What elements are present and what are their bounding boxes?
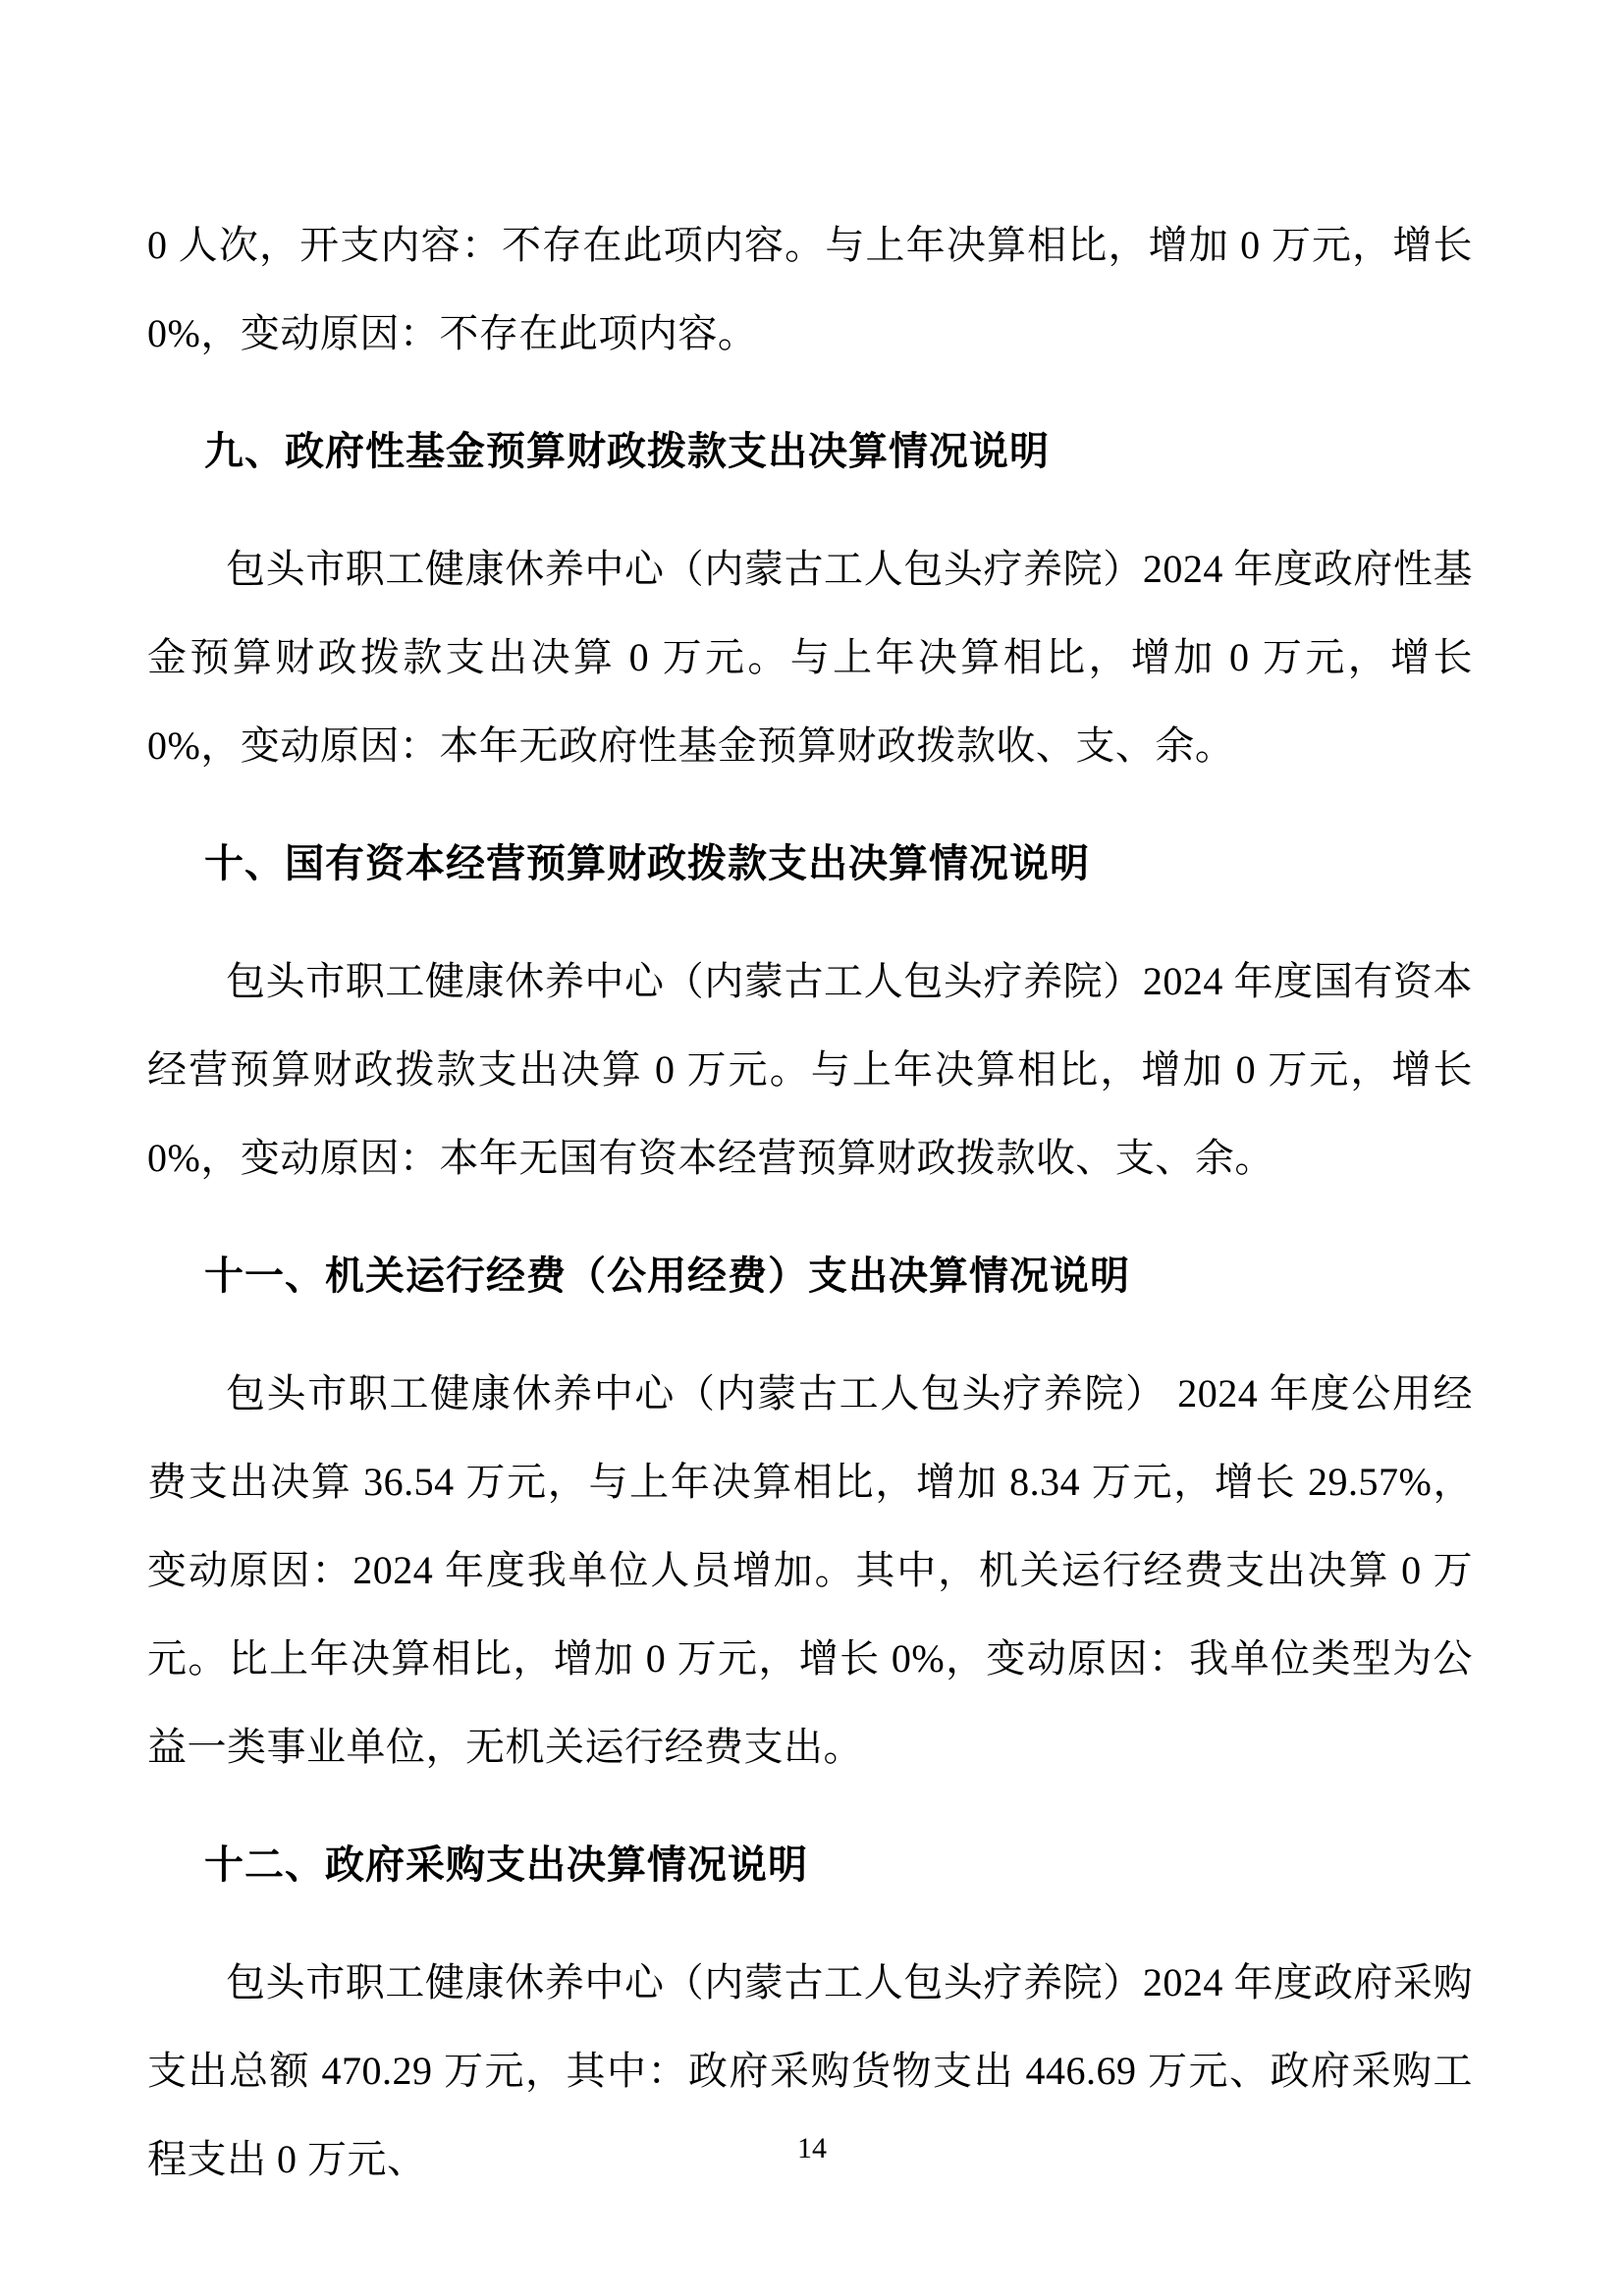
paragraph-section-10-state-capital-budget: 包头市职工健康休养中心（内蒙古工人包头疗养院）2024 年度国有资本经营预算财政拨款支出决算 0 万元。与上年决算相比，增加 0 万元，增长 0%，变动原因：本年无国有资本经营预算财政拨款收、支、余。 bbox=[147, 959, 1473, 1180]
heading-section-9-government-fund-budget: 九、政府性基金预算财政拨款支出决算情况说明 bbox=[204, 430, 1050, 473]
document-body bbox=[147, 201, 1473, 2204]
paragraph-section-11-operating-expenses: 包头市职工健康休养中心（内蒙古工人包头疗养院） 2024 年度公用经费支出决算 36.54 万元，与上年决算相比，增加 8.34 万元，增长 29.57%，变动原因：2024 年度我单位人员增加。其中，机关运行经费支出决算 0 万元。比上年决算相比，增加 0 万元，增长 0%，变动原因：我单位类型为公益一类事业单位，无机关运行经费支出。 bbox=[147, 1371, 1473, 1769]
heading-section-10-state-capital-budget: 十、国有资本经营预算财政拨款支出决算情况说明 bbox=[204, 842, 1090, 885]
paragraph-continuation-benefits: 0 人次，开支内容：不存在此项内容。与上年决算相比，增加 0 万元，增长 0%，变动原因：不存在此项内容。 bbox=[147, 223, 1473, 355]
paragraph-section-9-government-fund-budget: 包头市职工健康休养中心（内蒙古工人包头疗养院）2024 年度政府性基金预算财政拨款支出决算 0 万元。与上年决算相比，增加 0 万元，增长 0%，变动原因：本年无政府性基金预算财政拨款收、支、余。 bbox=[147, 547, 1473, 768]
page-number: 14 bbox=[797, 2132, 827, 2164]
paragraph-section-12-government-procurement: 包头市职工健康休养中心（内蒙古工人包头疗养院）2024 年度政府采购支出总额 470.29 万元，其中：政府采购货物支出 446.69 万元、政府采购工程支出 0 万元、 bbox=[147, 1960, 1473, 2181]
heading-section-12-government-procurement: 十二、政府采购支出决算情况说明 bbox=[204, 1843, 808, 1887]
heading-section-11-operating-expenses: 十一、机关运行经费（公用经费）支出决算情况说明 bbox=[204, 1255, 1130, 1298]
